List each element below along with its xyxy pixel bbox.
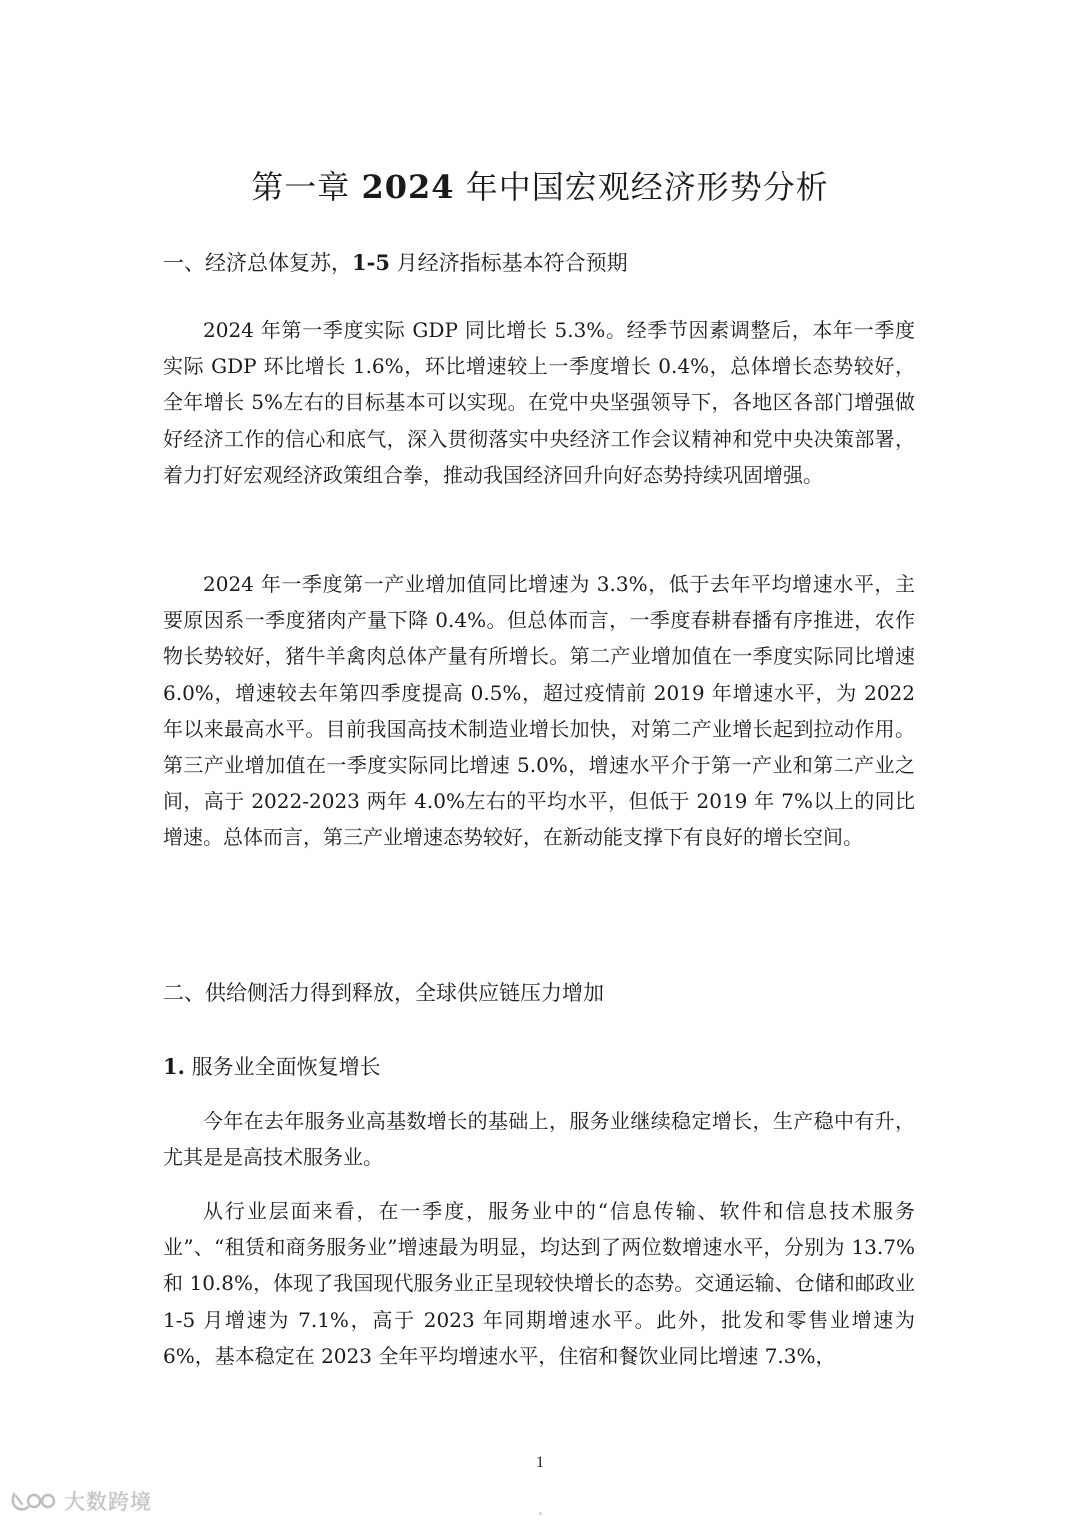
chapter-title-year: 2024: [361, 168, 455, 206]
decorative-dot: [539, 1512, 542, 1515]
subsection-heading-1: [163, 1051, 381, 1081]
page-number: 1: [536, 1454, 544, 1471]
chapter-title-prefix: 第一章: [251, 168, 362, 206]
paragraph-services-intro: 今年在去年服务业高基数增长的基础上，服务业继续稳定增长，生产稳中有升，尤其是是高技术服务业。: [163, 1109, 915, 1170]
subsection-number: 1.: [163, 1054, 185, 1079]
section-heading-1-prefix: 一、经济总体复苏，: [163, 251, 352, 275]
subsection-title: 服务业全面恢复增长: [184, 1055, 381, 1079]
section-heading-1-bold: 1-5: [352, 250, 390, 275]
section-heading-1: [163, 247, 628, 277]
chapter-title-suffix: 年中国宏观经济形势分析: [454, 168, 829, 206]
watermark-text: 大数跨境: [64, 1490, 152, 1514]
paragraph-services-detail: 从行业层面来看，在一季度，服务业中的“信息传输、软件和信息技术服务业”、“租赁和商务服务业”增速最为明显，均达到了两位数增速水平，分别为 13.7%和 10.8%，体现了我国现代服务业正呈现较快增长的态势。交通运输、仓储和邮政业 1-5 月增速为 7.1%，高于 2023 年同期增速水平。此外，批发和零售业增速为 6%，基本稳定在 2023 全年平均增速水平，住宿和餐饮业同比增速 7.3%，: [163, 1199, 915, 1368]
section-heading-1-suffix: 月经济指标基本符合预期: [389, 251, 628, 275]
paragraph-industries: 2024 年一季度第一产业增加值同比增速为 3.3%，低于去年平均增速水平，主要原因系一季度猪肉产量下降 0.4%。但总体而言，一季度春耕春播有序推进，农作物长势较好，猪牛羊禽肉总体产量有所增长。第二产业增加值在一季度实际同比增速 6.0%，增速较去年第四季度提高 0.5%，超过疫情前 2019 年增速水平，为 2022 年以来最高水平。目前我国高技术制造业增长加快，对第二产业增长起到拉动作用。第三产业增加值在一季度实际同比增速 5.0%，增速水平介于第一产业和第二产业之间，高于 2022-2023 两年 4.0%左右的平均水平，但低于 2019 年 7%以上的同比增速。总体而言，第三产业增速态势较好，在新动能支撑下有良好的增长空间。: [163, 572, 915, 850]
section-heading-2: 二、供给侧活力得到释放，全球供应链压力增加: [163, 981, 604, 1005]
chapter-title: [0, 162, 1080, 208]
paragraph-gdp: 2024 年第一季度实际 GDP 同比增长 5.3%。经季节因素调整后，本年一季度实际 GDP 环比增长 1.6%，环比增速较上一季度增长 0.4%，总体增长态势较好，全年增长 5%左右的目标基本可以实现。在党中央坚强领导下，各地区各部门增强做好经济工作的信心和底气，深入贯彻落实中央经济工作会议精神和党中央决策部署，着力打好宏观经济政策组合拳，推动我国经济回升向好态势持续巩固增强。: [163, 318, 915, 487]
watermark: [10, 1486, 152, 1516]
brand-logo-icon: [10, 1490, 58, 1512]
